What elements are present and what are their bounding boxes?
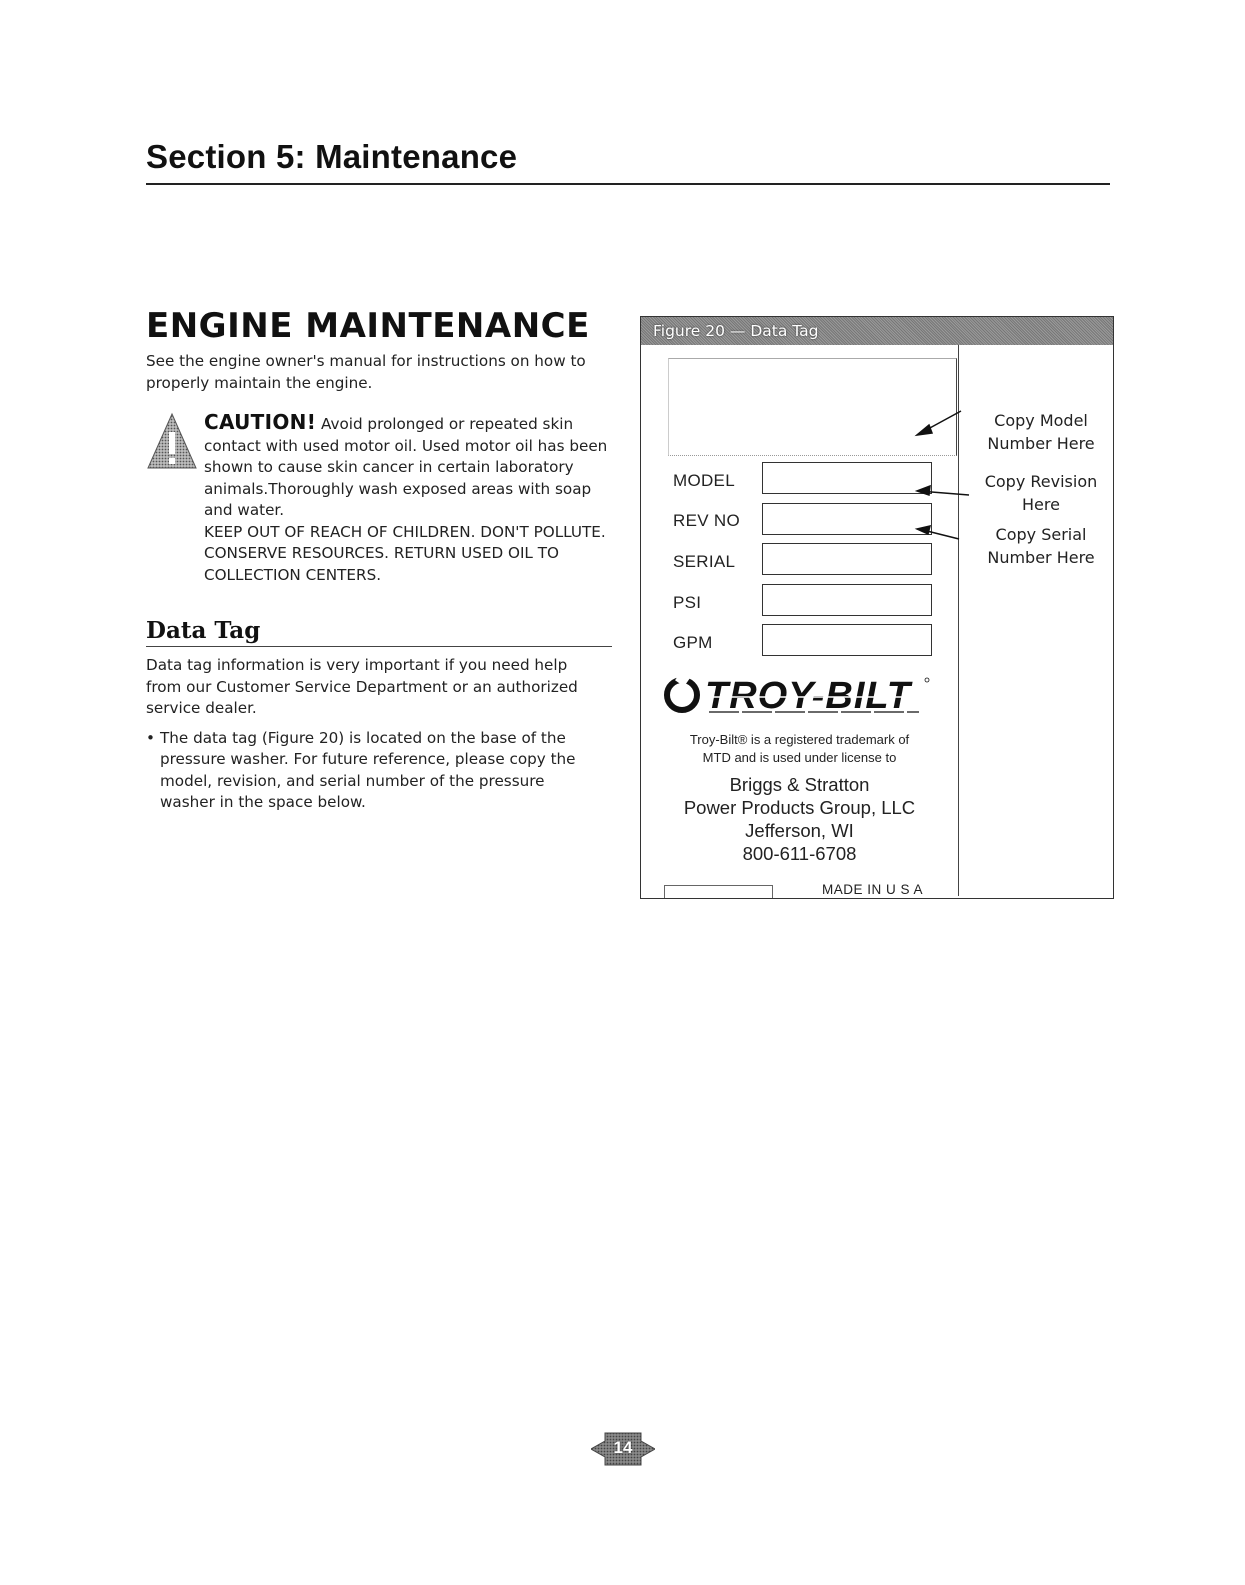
made-in-usa: MADE IN U S A [822,882,924,897]
field-label-rev-no: REV NO [673,511,740,530]
copy-model-line-2: Number Here [987,434,1095,453]
copy-serial-line-2: Number Here [987,548,1095,567]
arrow-serial-head [917,526,930,534]
data-tag-bullet [146,728,604,814]
figure-data-tag [640,316,1114,899]
data-tag-bullet-text: The data tag (Figure 20) is located on the base of the pressure washer. For future reference, please copy the model, revision, and serial number of the pressure washer in the space below. [160,728,576,811]
company-phone: 800-611-6708 [742,843,857,864]
left-column [146,306,614,814]
data-tag-text: Data tag information is very important if you need help from our Customer Service Department or an authorized service dealer. [146,656,578,717]
logo-wordmark: TROY-BILT [705,675,911,717]
field-label-gpm: GPM [673,633,713,652]
copy-revision-note [971,470,1111,516]
bullet-symbol: • [146,728,155,747]
caution-body: Avoid prolonged or repeated skin contact with used motor oil. Used motor oil has been shown to cause skin cancer in certain laboratory animals.Thoroughly wash exposed areas with soap and water. [204,415,608,519]
caution-block [146,412,608,586]
caution-uppercase-text: KEEP OUT OF REACH OF CHILDREN. DON'T POLLUTE. CONSERVE RESOURCES. RETURN USED OIL TO COLLECTION CENTERS. [204,522,606,584]
section-divider [146,183,1110,185]
arrow-model-head [917,425,932,435]
trademark-line-1: Troy-Bilt® is a registered trademark of [689,732,910,747]
trademark-line-2: MTD and is used under license to [702,750,897,765]
engine-maintenance-heading: ENGINE MAINTENANCE [146,306,590,346]
copy-model-line-1: Copy Model [994,411,1088,430]
engine-intro-text: See the engine owner's manual for instructions on how to properly maintain the engine. [146,352,586,392]
company-city: Jefferson, WI [745,820,854,841]
callout-arrows [641,317,1113,898]
arrow-revision-head [917,486,930,495]
company-group: Power Products Group, LLC [683,797,916,818]
copy-revision-line-2: Here [1022,495,1060,514]
copy-serial-note [971,523,1111,569]
field-label-psi: PSI [673,593,702,612]
figure-title: Figure 20 — Data Tag [653,322,819,340]
warning-triangle-icon [146,412,198,470]
company-name: Briggs & Stratton [729,774,870,795]
section-title: Section 5: Maintenance [146,138,518,175]
copy-revision-line-1: Copy Revision [984,472,1098,491]
copy-model-note [971,409,1111,455]
data-tag-divider [146,646,612,647]
caution-label: CAUTION! [204,410,317,434]
copy-serial-line-1: Copy Serial [995,525,1087,544]
field-label-serial: SERIAL [673,552,736,571]
field-label-model: MODEL [673,471,735,490]
caution-text [204,412,608,522]
data-tag-heading: Data Tag [146,617,261,644]
page-number: 14 [613,1438,633,1457]
